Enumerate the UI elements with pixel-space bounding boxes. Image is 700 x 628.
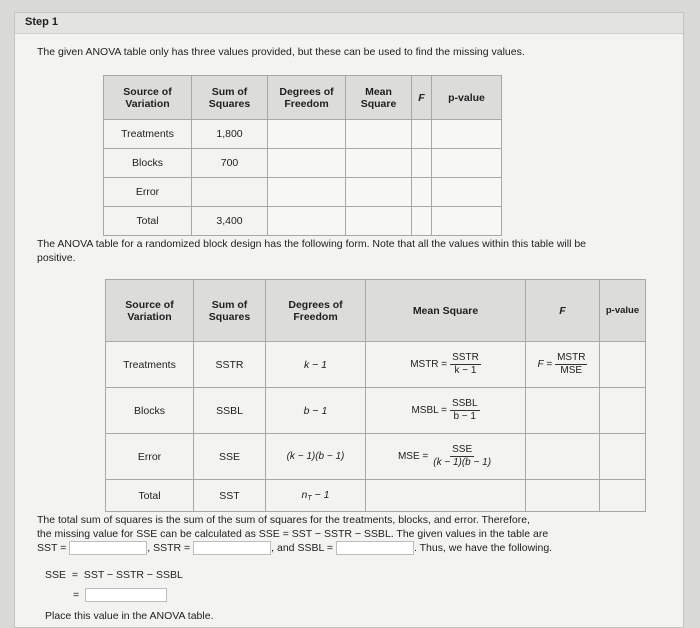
randomized-block-text: The ANOVA table for a randomized block design has the following form. Note that all the values within this table will be positive. — [37, 238, 587, 264]
ms-cell — [366, 388, 526, 434]
f-cell — [526, 480, 600, 512]
df-cell: k − 1 — [266, 342, 366, 388]
ms-numerator: SSBL — [451, 398, 478, 409]
df-cell — [268, 178, 346, 207]
pvalue-cell — [432, 149, 502, 178]
source-cell: Total — [104, 207, 192, 236]
f-cell — [412, 207, 432, 236]
total-sum-text — [37, 513, 637, 555]
table-header-row — [106, 280, 646, 342]
pvalue-cell — [432, 207, 502, 236]
table-header-row — [104, 76, 502, 120]
ms-label: MSBL = — [411, 405, 447, 416]
sse-equation: SSE = SST − SSTR − SSBL — [45, 569, 183, 581]
header-ms: Mean Square — [346, 76, 412, 120]
table-row — [106, 434, 646, 480]
header-ms: Mean Square — [366, 280, 526, 342]
f-fraction — [555, 352, 587, 377]
f-cell — [412, 120, 432, 149]
ss-cell: SSE — [194, 434, 266, 480]
table-row — [104, 207, 502, 236]
header-source: Source of Variation — [106, 280, 194, 342]
f-cell — [526, 434, 600, 480]
pvalue-cell — [600, 480, 646, 512]
ms-cell — [346, 120, 412, 149]
header-ss: Sum of Squares — [192, 76, 268, 120]
sst-answer-input[interactable] — [69, 541, 147, 555]
ss-cell: 700 — [192, 149, 268, 178]
sse-result-row — [73, 588, 167, 602]
given-values-row — [37, 541, 637, 555]
solution-panel — [14, 12, 684, 628]
sstr-label: , SSTR = — [147, 542, 191, 554]
step-title: Step 1 — [25, 16, 59, 28]
table-row — [106, 342, 646, 388]
para3-line1: The total sum of squares is the sum of the sum of squares for the treatments, blocks, and error. Therefore, — [37, 514, 530, 526]
header-ss: Sum of Squares — [194, 280, 266, 342]
formula-anova-table — [105, 279, 646, 512]
table-row — [106, 388, 646, 434]
source-cell: Error — [104, 178, 192, 207]
table-row — [104, 178, 502, 207]
ssbl-answer-input[interactable] — [336, 541, 414, 555]
intro-text: The given ANOVA table only has three values provided, but these can be used to find the missing values. — [37, 46, 525, 58]
header-f: F — [526, 280, 600, 342]
ms-denominator: k − 1 — [454, 365, 477, 376]
source-cell: Treatments — [106, 342, 194, 388]
ms-numerator: SSTR — [452, 352, 479, 363]
para3-line2: the missing value for SSE can be calculated as SSE = SST − SSTR − SSBL. The given values in the table are — [37, 528, 549, 540]
df-rest: − 1 — [311, 489, 330, 501]
table-row — [106, 480, 646, 512]
sse-answer-input[interactable] — [85, 588, 167, 602]
df-cell — [268, 207, 346, 236]
df-cell — [268, 120, 346, 149]
step-header — [15, 13, 683, 34]
f-label: F = — [537, 359, 553, 370]
sst-label: SST = — [37, 542, 67, 554]
source-cell: Blocks — [106, 388, 194, 434]
ss-cell: 1,800 — [192, 120, 268, 149]
source-cell: Blocks — [104, 149, 192, 178]
ms-fraction — [450, 352, 481, 377]
ms-cell — [366, 434, 526, 480]
ss-cell: 3,400 — [192, 207, 268, 236]
f-cell — [412, 149, 432, 178]
f-numerator: MSTR — [557, 352, 586, 363]
df-cell: (k − 1)(b − 1) — [266, 434, 366, 480]
ss-cell: SSTR — [194, 342, 266, 388]
source-cell: Treatments — [104, 120, 192, 149]
pvalue-cell — [432, 120, 502, 149]
source-cell: Error — [106, 434, 194, 480]
ssbl-label: , and SSBL = — [271, 542, 333, 554]
df-subscript: T — [307, 495, 312, 502]
ms-cell — [366, 480, 526, 512]
header-df: Degrees of Freedom — [268, 76, 346, 120]
df-cell: b − 1 — [266, 388, 366, 434]
f-cell — [412, 178, 432, 207]
f-denominator: MSE — [560, 365, 583, 376]
ms-fraction — [431, 444, 493, 469]
tail-text: . Thus, we have the following. — [413, 542, 553, 554]
footer-instruction: Place this value in the ANOVA table. — [45, 610, 214, 622]
f-cell — [526, 342, 600, 388]
df-cell — [268, 149, 346, 178]
ms-fraction — [450, 398, 480, 423]
df-n: n — [301, 489, 308, 501]
header-df: Degrees of Freedom — [266, 280, 366, 342]
equals-sign: = — [73, 589, 80, 601]
ms-numerator: SSE — [452, 444, 473, 455]
given-anova-table — [103, 75, 502, 236]
table-row — [104, 149, 502, 178]
ms-label: MSE = — [397, 451, 429, 462]
ms-cell — [346, 207, 412, 236]
header-f: F — [412, 76, 432, 120]
ss-cell: SST — [194, 480, 266, 512]
header-source: Source of Variation — [104, 76, 192, 120]
pvalue-cell — [600, 434, 646, 480]
pvalue-cell — [432, 178, 502, 207]
ms-cell — [346, 178, 412, 207]
ms-denominator: b − 1 — [453, 411, 476, 422]
ss-cell: SSBL — [194, 388, 266, 434]
ms-cell — [366, 342, 526, 388]
df-cell — [266, 480, 366, 512]
header-pvalue: p-value — [600, 280, 646, 342]
source-cell: Total — [106, 480, 194, 512]
ms-label: MSTR = — [410, 359, 448, 370]
sstr-answer-input[interactable] — [193, 541, 271, 555]
ms-cell — [346, 149, 412, 178]
ss-cell — [192, 178, 268, 207]
pvalue-cell — [600, 342, 646, 388]
table-row — [104, 120, 502, 149]
pvalue-cell — [600, 388, 646, 434]
ms-denominator: (k − 1)(b − 1) — [433, 457, 492, 468]
f-cell — [526, 388, 600, 434]
header-pvalue: p-value — [432, 76, 502, 120]
